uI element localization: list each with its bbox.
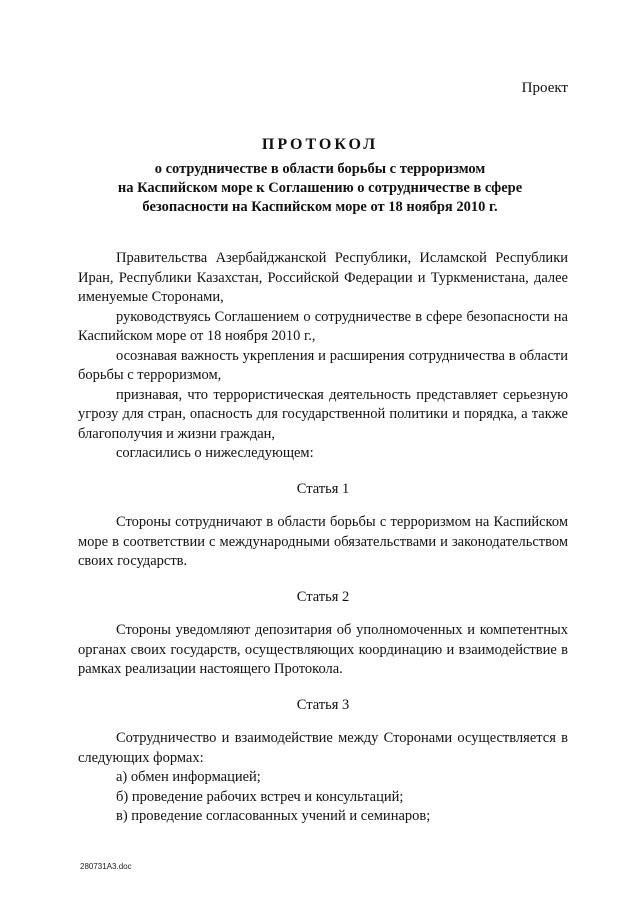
- subtitle-line: о сотрудничестве в области борьбы с терроризмом: [154, 161, 486, 177]
- article-text: Стороны сотрудничают в области борьбы с терроризмом на Каспийском море в соответствии с международными обязательствами и законодательством своих государств.: [78, 514, 568, 569]
- article-heading: Статья 2: [296, 588, 350, 605]
- list-item: а) обмен информацией;: [116, 769, 261, 785]
- subtitle-line: на Каспийском море к Соглашению о сотрудничестве в сфере: [117, 180, 523, 196]
- preamble-paragraph: признавая, что террористическая деятельность представляет серьезную угрозу для стран, опасность для государственной политики и порядка, а также благополучия и жизни граждан,: [78, 386, 568, 442]
- draft-label: Проект: [521, 80, 568, 96]
- article-heading: Статья 1: [296, 480, 350, 497]
- preamble-paragraph: согласились о нижеследующем:: [116, 445, 314, 461]
- preamble-paragraph: руководствуясь Соглашением о сотрудничестве в сфере безопасности на Каспийском море от 18 ноября 2010 г.,: [78, 308, 568, 344]
- document-title: ПРОТОКОЛ: [261, 136, 379, 153]
- preamble-paragraph: Правительства Азербайджанской Республики, Исламской Республики Иран, Республики Казахстан, Российской Федерации и Туркменистана, далее именуемые Сторонами,: [78, 250, 568, 305]
- document-subtitle: [60, 160, 580, 217]
- article-text: Стороны уведомляют депозитария об уполномоченных и компетентных органах своих государств, осуществляющих координацию и взаимодействие в рамках реализации настоящего Протокола.: [78, 622, 568, 677]
- article-text: Сотрудничество и взаимодействие между Сторонами осуществляется в следующих формах:: [78, 730, 568, 766]
- list-item: б) проведение рабочих встреч и консультаций;: [116, 788, 404, 805]
- preamble-paragraph: осознавая важность укрепления и расширения сотрудничества в области борьбы с терроризмом,: [78, 347, 568, 383]
- document-body: [78, 249, 568, 827]
- article-heading: Статья 3: [296, 696, 350, 713]
- subtitle-line: безопасности на Каспийском море от 18 ноября 2010 г.: [142, 199, 498, 215]
- footer-filename: 280731А3.doc: [80, 862, 132, 871]
- list-item: в) проведение согласованных учений и семинаров;: [116, 808, 431, 824]
